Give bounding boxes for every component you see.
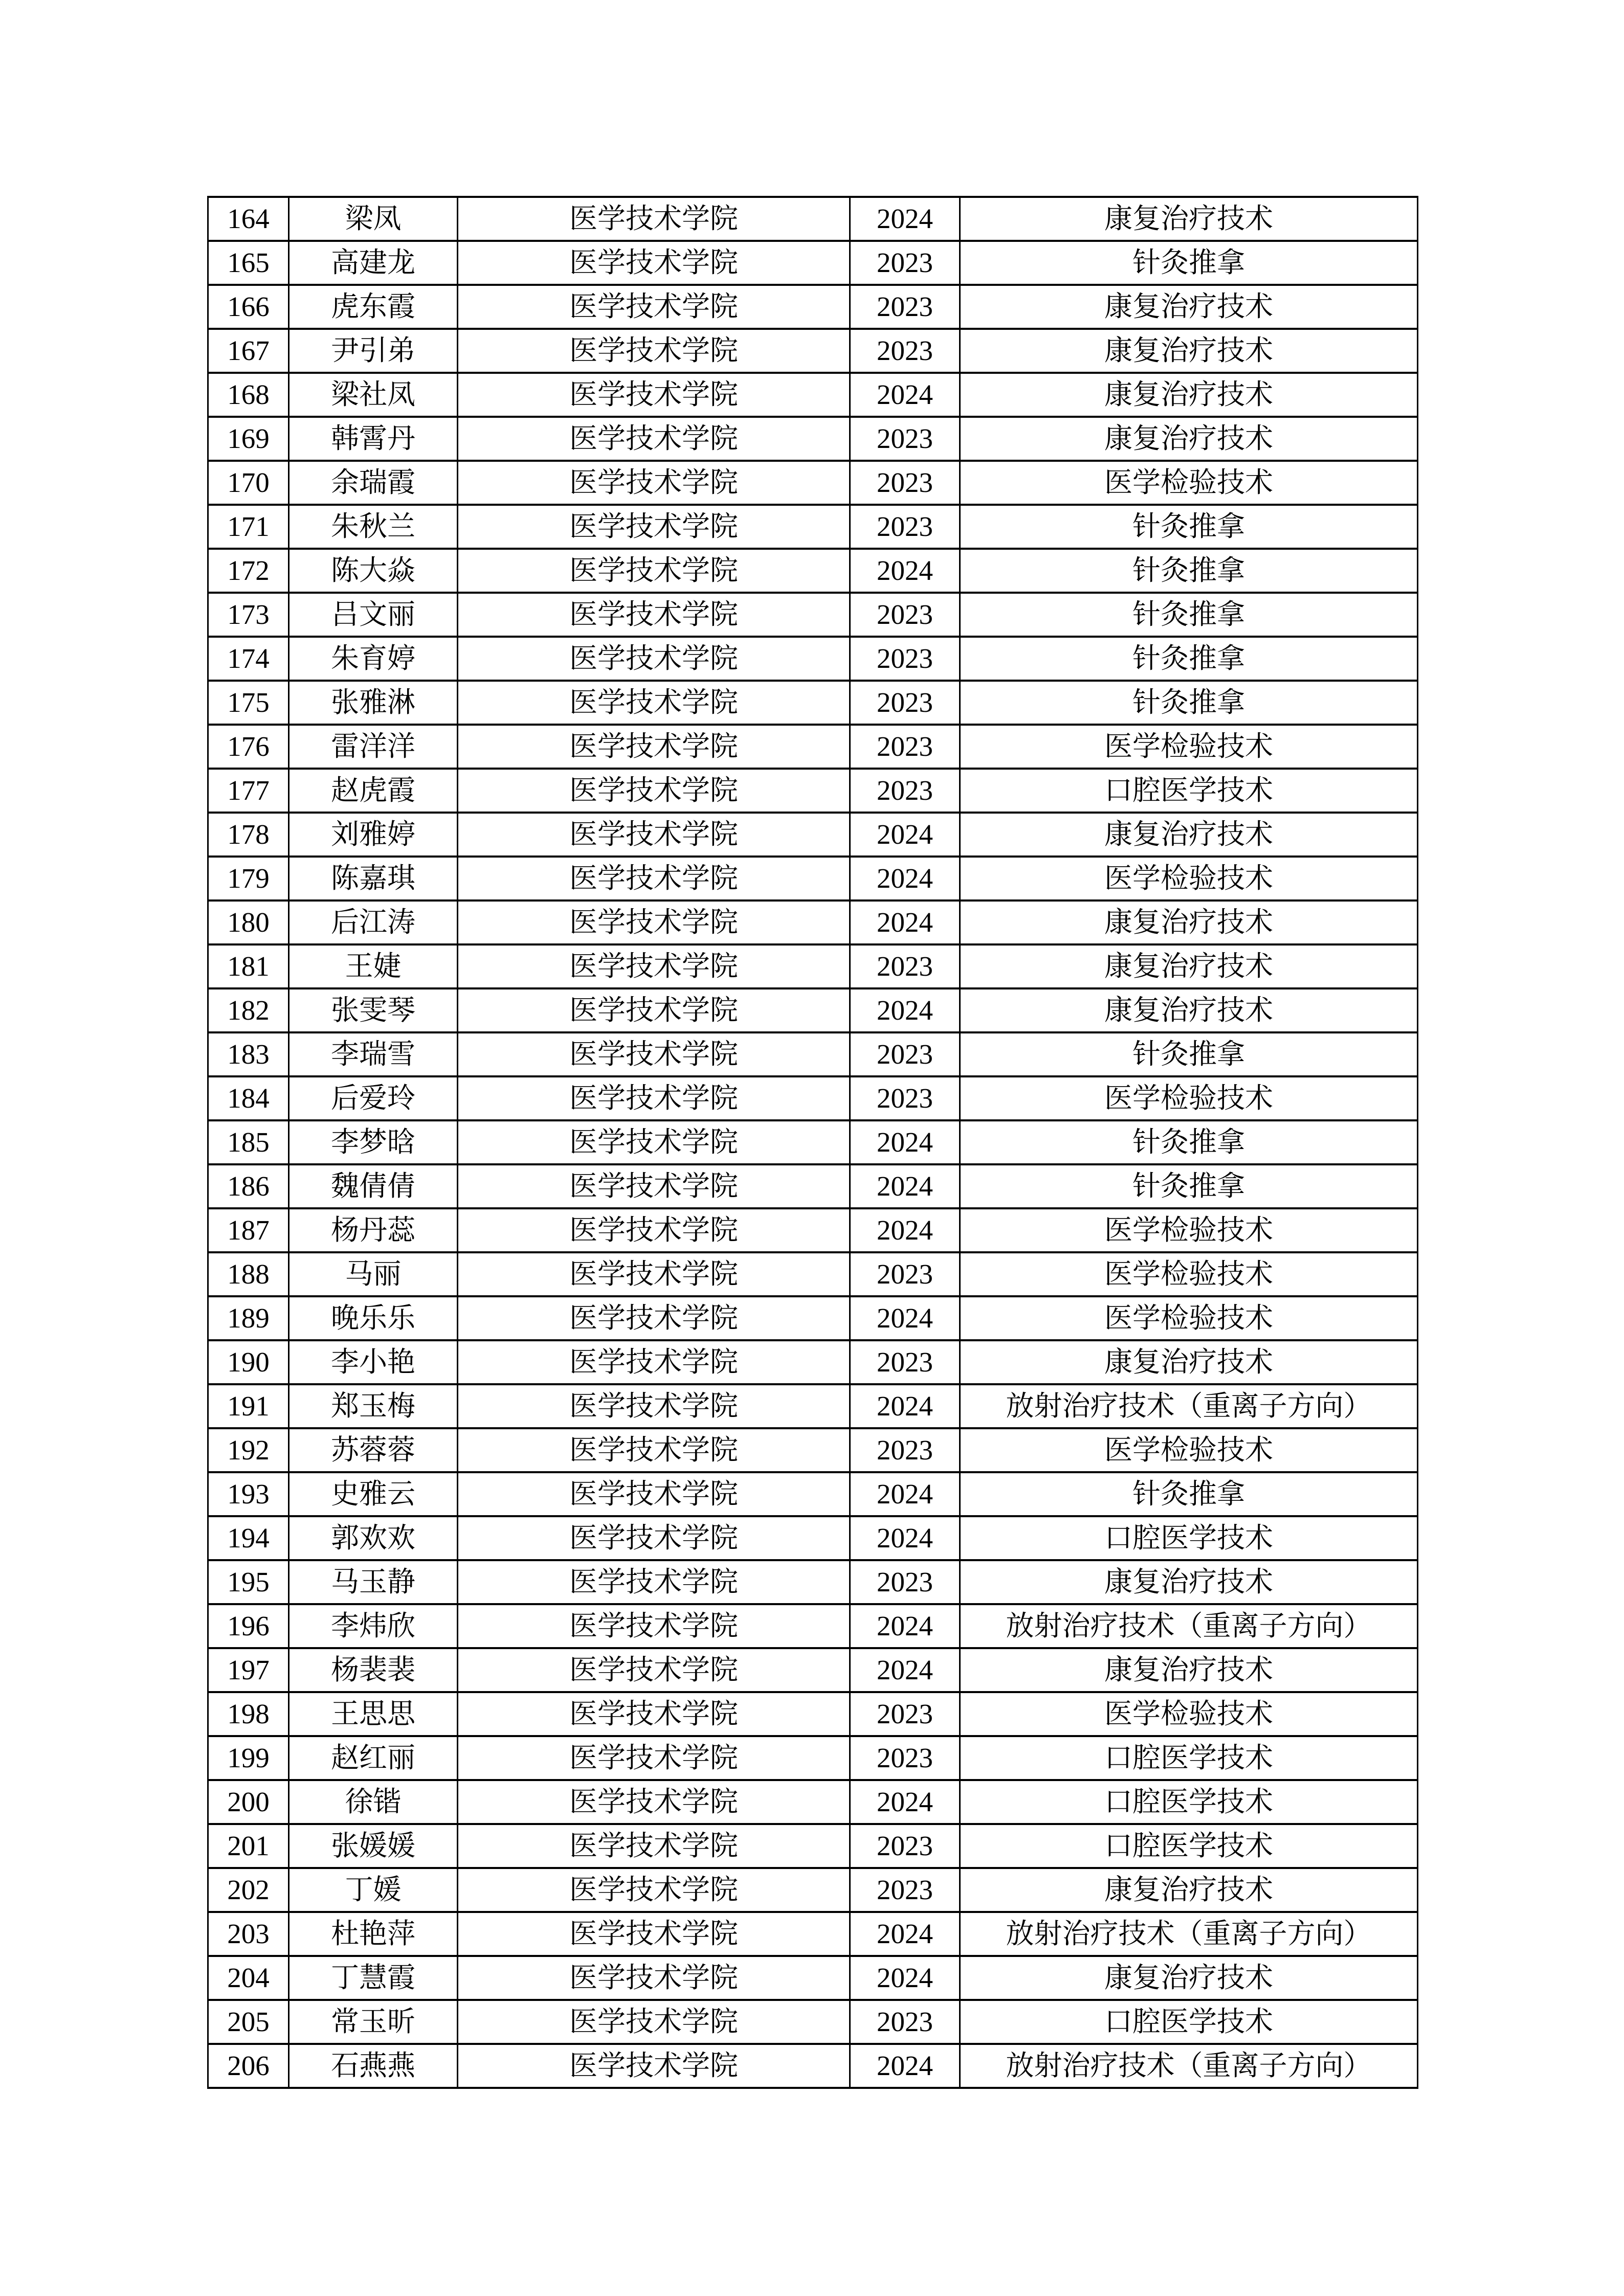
cell-admission-year: 2024 (850, 1516, 960, 1560)
cell-college: 医学技术学院 (458, 1208, 850, 1252)
cell-admission-year: 2024 (850, 1780, 960, 1824)
cell-admission-year: 2024 (850, 1604, 960, 1648)
cell-sequence-number: 175 (208, 681, 289, 725)
cell-student-name: 郑玉梅 (289, 1384, 458, 1428)
cell-college: 医学技术学院 (458, 1516, 850, 1560)
cell-major: 针灸推拿 (960, 549, 1418, 593)
cell-sequence-number: 191 (208, 1384, 289, 1428)
table-row (208, 285, 1418, 329)
table-row (208, 1516, 1418, 1560)
table-row (208, 1164, 1418, 1208)
cell-student-name: 晚乐乐 (289, 1296, 458, 1340)
cell-sequence-number: 190 (208, 1340, 289, 1384)
cell-major: 针灸推拿 (960, 1032, 1418, 1076)
cell-admission-year: 2024 (850, 813, 960, 857)
cell-sequence-number: 171 (208, 505, 289, 549)
cell-student-name: 雷洋洋 (289, 725, 458, 769)
cell-sequence-number: 200 (208, 1780, 289, 1824)
cell-college: 医学技术学院 (458, 1824, 850, 1868)
cell-admission-year: 2023 (850, 1560, 960, 1604)
table-row (208, 769, 1418, 813)
table-row (208, 197, 1418, 241)
table-row (208, 1824, 1418, 1868)
cell-admission-year: 2024 (850, 1120, 960, 1164)
cell-major: 医学检验技术 (960, 1692, 1418, 1736)
cell-student-name: 马玉静 (289, 1560, 458, 1604)
cell-major: 医学检验技术 (960, 1208, 1418, 1252)
cell-college: 医学技术学院 (458, 1340, 850, 1384)
cell-admission-year: 2023 (850, 637, 960, 681)
cell-sequence-number: 204 (208, 1956, 289, 2000)
cell-sequence-number: 206 (208, 2044, 289, 2088)
cell-sequence-number: 194 (208, 1516, 289, 1560)
cell-admission-year: 2023 (850, 505, 960, 549)
cell-sequence-number: 195 (208, 1560, 289, 1604)
cell-major: 医学检验技术 (960, 1076, 1418, 1120)
cell-sequence-number: 199 (208, 1736, 289, 1780)
cell-sequence-number: 203 (208, 1912, 289, 1956)
cell-student-name: 丁媛 (289, 1868, 458, 1912)
cell-student-name: 尹引弟 (289, 329, 458, 373)
cell-admission-year: 2024 (850, 549, 960, 593)
cell-admission-year: 2023 (850, 329, 960, 373)
table-row (208, 1560, 1418, 1604)
table-row (208, 1032, 1418, 1076)
cell-admission-year: 2023 (850, 1736, 960, 1780)
cell-sequence-number: 193 (208, 1472, 289, 1516)
table-row (208, 1912, 1418, 1956)
cell-sequence-number: 172 (208, 549, 289, 593)
table-row (208, 373, 1418, 417)
cell-college: 医学技术学院 (458, 461, 850, 505)
table-row (208, 637, 1418, 681)
cell-sequence-number: 168 (208, 373, 289, 417)
table-row (208, 1208, 1418, 1252)
cell-student-name: 杨裴裴 (289, 1648, 458, 1692)
cell-admission-year: 2023 (850, 1076, 960, 1120)
cell-sequence-number: 196 (208, 1604, 289, 1648)
cell-college: 医学技术学院 (458, 988, 850, 1032)
cell-admission-year: 2023 (850, 1252, 960, 1296)
cell-sequence-number: 181 (208, 944, 289, 988)
cell-admission-year: 2023 (850, 593, 960, 637)
cell-major: 口腔医学技术 (960, 1516, 1418, 1560)
cell-major: 康复治疗技术 (960, 1868, 1418, 1912)
cell-sequence-number: 169 (208, 417, 289, 461)
cell-admission-year: 2023 (850, 725, 960, 769)
cell-major: 康复治疗技术 (960, 197, 1418, 241)
cell-sequence-number: 177 (208, 769, 289, 813)
cell-sequence-number: 184 (208, 1076, 289, 1120)
cell-major: 康复治疗技术 (960, 373, 1418, 417)
cell-admission-year: 2024 (850, 1648, 960, 1692)
cell-major: 放射治疗技术（重离子方向） (960, 1384, 1418, 1428)
cell-sequence-number: 182 (208, 988, 289, 1032)
cell-college: 医学技术学院 (458, 1076, 850, 1120)
cell-admission-year: 2023 (850, 1340, 960, 1384)
cell-major: 康复治疗技术 (960, 1956, 1418, 2000)
table-row (208, 1340, 1418, 1384)
cell-college: 医学技术学院 (458, 1648, 850, 1692)
cell-major: 口腔医学技术 (960, 2000, 1418, 2044)
cell-student-name: 张雯琴 (289, 988, 458, 1032)
table-row (208, 1868, 1418, 1912)
cell-student-name: 杨丹蕊 (289, 1208, 458, 1252)
cell-major: 康复治疗技术 (960, 901, 1418, 944)
table-row (208, 1780, 1418, 1824)
cell-sequence-number: 202 (208, 1868, 289, 1912)
cell-college: 医学技术学院 (458, 1120, 850, 1164)
cell-admission-year: 2023 (850, 461, 960, 505)
cell-college: 医学技术学院 (458, 637, 850, 681)
cell-student-name: 朱秋兰 (289, 505, 458, 549)
table-row (208, 593, 1418, 637)
cell-college: 医学技术学院 (458, 2000, 850, 2044)
cell-major: 康复治疗技术 (960, 813, 1418, 857)
cell-student-name: 李炜欣 (289, 1604, 458, 1648)
cell-college: 医学技术学院 (458, 2044, 850, 2088)
cell-admission-year: 2023 (850, 1868, 960, 1912)
cell-admission-year: 2023 (850, 1032, 960, 1076)
cell-sequence-number: 165 (208, 241, 289, 285)
cell-student-name: 常玉昕 (289, 2000, 458, 2044)
cell-sequence-number: 173 (208, 593, 289, 637)
cell-admission-year: 2023 (850, 1428, 960, 1472)
cell-major: 医学检验技术 (960, 1252, 1418, 1296)
cell-major: 康复治疗技术 (960, 944, 1418, 988)
cell-college: 医学技术学院 (458, 373, 850, 417)
cell-sequence-number: 187 (208, 1208, 289, 1252)
cell-major: 医学检验技术 (960, 1296, 1418, 1340)
table-row (208, 1252, 1418, 1296)
cell-sequence-number: 167 (208, 329, 289, 373)
cell-student-name: 李梦晗 (289, 1120, 458, 1164)
cell-student-name: 陈大焱 (289, 549, 458, 593)
cell-major: 针灸推拿 (960, 505, 1418, 549)
cell-student-name: 梁凤 (289, 197, 458, 241)
cell-sequence-number: 186 (208, 1164, 289, 1208)
table-row (208, 549, 1418, 593)
cell-student-name: 梁社凤 (289, 373, 458, 417)
cell-major: 口腔医学技术 (960, 1736, 1418, 1780)
cell-admission-year: 2024 (850, 373, 960, 417)
table-row (208, 857, 1418, 901)
cell-major: 医学检验技术 (960, 857, 1418, 901)
cell-college: 医学技术学院 (458, 1912, 850, 1956)
cell-sequence-number: 192 (208, 1428, 289, 1472)
cell-major: 医学检验技术 (960, 461, 1418, 505)
cell-student-name: 杜艳萍 (289, 1912, 458, 1956)
cell-admission-year: 2024 (850, 1164, 960, 1208)
table-row (208, 1692, 1418, 1736)
cell-college: 医学技术学院 (458, 857, 850, 901)
table-row (208, 1296, 1418, 1340)
cell-major: 康复治疗技术 (960, 417, 1418, 461)
cell-student-name: 王婕 (289, 944, 458, 988)
cell-admission-year: 2023 (850, 241, 960, 285)
cell-admission-year: 2023 (850, 769, 960, 813)
cell-major: 针灸推拿 (960, 637, 1418, 681)
table-row (208, 461, 1418, 505)
cell-college: 医学技术学院 (458, 1604, 850, 1648)
cell-student-name: 马丽 (289, 1252, 458, 1296)
cell-college: 医学技术学院 (458, 1692, 850, 1736)
cell-major: 康复治疗技术 (960, 988, 1418, 1032)
table-row (208, 1120, 1418, 1164)
cell-college: 医学技术学院 (458, 1296, 850, 1340)
cell-student-name: 苏蓉蓉 (289, 1428, 458, 1472)
cell-college: 医学技术学院 (458, 1164, 850, 1208)
table-row (208, 1956, 1418, 2000)
cell-major: 放射治疗技术（重离子方向） (960, 1912, 1418, 1956)
table-row (208, 1648, 1418, 1692)
cell-student-name: 赵红丽 (289, 1736, 458, 1780)
cell-admission-year: 2024 (850, 901, 960, 944)
cell-major: 口腔医学技术 (960, 1824, 1418, 1868)
cell-admission-year: 2024 (850, 1472, 960, 1516)
cell-major: 针灸推拿 (960, 1120, 1418, 1164)
table-row (208, 1428, 1418, 1472)
cell-admission-year: 2023 (850, 285, 960, 329)
cell-major: 口腔医学技术 (960, 769, 1418, 813)
table-row (208, 725, 1418, 769)
cell-college: 医学技术学院 (458, 1780, 850, 1824)
cell-student-name: 刘雅婷 (289, 813, 458, 857)
cell-sequence-number: 197 (208, 1648, 289, 1692)
cell-college: 医学技术学院 (458, 681, 850, 725)
cell-admission-year: 2024 (850, 2044, 960, 2088)
cell-student-name: 李瑞雪 (289, 1032, 458, 1076)
cell-sequence-number: 178 (208, 813, 289, 857)
table-row (208, 2000, 1418, 2044)
cell-student-name: 丁慧霞 (289, 1956, 458, 2000)
cell-student-name: 后爱玲 (289, 1076, 458, 1120)
cell-major: 口腔医学技术 (960, 1780, 1418, 1824)
cell-student-name: 石燕燕 (289, 2044, 458, 2088)
cell-college: 医学技术学院 (458, 1736, 850, 1780)
cell-admission-year: 2024 (850, 857, 960, 901)
student-roster-body (208, 197, 1418, 2088)
cell-major: 针灸推拿 (960, 593, 1418, 637)
cell-major: 放射治疗技术（重离子方向） (960, 1604, 1418, 1648)
cell-sequence-number: 170 (208, 461, 289, 505)
cell-admission-year: 2024 (850, 1208, 960, 1252)
cell-sequence-number: 179 (208, 857, 289, 901)
cell-college: 医学技术学院 (458, 813, 850, 857)
table-row (208, 417, 1418, 461)
table-row (208, 2044, 1418, 2088)
cell-sequence-number: 189 (208, 1296, 289, 1340)
cell-student-name: 高建龙 (289, 241, 458, 285)
cell-admission-year: 2023 (850, 681, 960, 725)
cell-major: 针灸推拿 (960, 1472, 1418, 1516)
cell-major: 放射治疗技术（重离子方向） (960, 2044, 1418, 2088)
cell-student-name: 陈嘉琪 (289, 857, 458, 901)
table-row (208, 813, 1418, 857)
cell-admission-year: 2024 (850, 1956, 960, 2000)
cell-college: 医学技术学院 (458, 944, 850, 988)
cell-college: 医学技术学院 (458, 1956, 850, 2000)
cell-admission-year: 2024 (850, 1296, 960, 1340)
cell-college: 医学技术学院 (458, 725, 850, 769)
cell-college: 医学技术学院 (458, 1428, 850, 1472)
table-row (208, 329, 1418, 373)
cell-student-name: 徐锴 (289, 1780, 458, 1824)
student-roster-table (207, 196, 1418, 2089)
cell-major: 康复治疗技术 (960, 1560, 1418, 1604)
cell-college: 医学技术学院 (458, 241, 850, 285)
cell-sequence-number: 164 (208, 197, 289, 241)
cell-admission-year: 2023 (850, 1824, 960, 1868)
cell-college: 医学技术学院 (458, 1032, 850, 1076)
cell-student-name: 魏倩倩 (289, 1164, 458, 1208)
table-row (208, 1384, 1418, 1428)
cell-major: 医学检验技术 (960, 725, 1418, 769)
table-row (208, 988, 1418, 1032)
cell-college: 医学技术学院 (458, 769, 850, 813)
cell-college: 医学技术学院 (458, 197, 850, 241)
cell-student-name: 郭欢欢 (289, 1516, 458, 1560)
cell-admission-year: 2024 (850, 1384, 960, 1428)
cell-college: 医学技术学院 (458, 1472, 850, 1516)
cell-sequence-number: 180 (208, 901, 289, 944)
cell-student-name: 史雅云 (289, 1472, 458, 1516)
cell-student-name: 王思思 (289, 1692, 458, 1736)
cell-student-name: 张媛媛 (289, 1824, 458, 1868)
table-row (208, 944, 1418, 988)
cell-student-name: 余瑞霞 (289, 461, 458, 505)
cell-major: 康复治疗技术 (960, 329, 1418, 373)
cell-major: 康复治疗技术 (960, 1648, 1418, 1692)
table-row (208, 1736, 1418, 1780)
cell-student-name: 李小艳 (289, 1340, 458, 1384)
cell-admission-year: 2024 (850, 1912, 960, 1956)
cell-college: 医学技术学院 (458, 505, 850, 549)
cell-sequence-number: 176 (208, 725, 289, 769)
cell-college: 医学技术学院 (458, 1868, 850, 1912)
cell-student-name: 后江涛 (289, 901, 458, 944)
cell-major: 针灸推拿 (960, 681, 1418, 725)
table-row (208, 1472, 1418, 1516)
cell-admission-year: 2023 (850, 417, 960, 461)
cell-college: 医学技术学院 (458, 329, 850, 373)
cell-sequence-number: 185 (208, 1120, 289, 1164)
cell-college: 医学技术学院 (458, 549, 850, 593)
table-row (208, 1076, 1418, 1120)
table-row (208, 681, 1418, 725)
cell-major: 针灸推拿 (960, 241, 1418, 285)
table-row (208, 901, 1418, 944)
table-row (208, 505, 1418, 549)
cell-admission-year: 2023 (850, 944, 960, 988)
cell-sequence-number: 201 (208, 1824, 289, 1868)
cell-admission-year: 2024 (850, 988, 960, 1032)
cell-college: 医学技术学院 (458, 417, 850, 461)
table-row (208, 241, 1418, 285)
cell-student-name: 张雅淋 (289, 681, 458, 725)
cell-college: 医学技术学院 (458, 1384, 850, 1428)
cell-major: 康复治疗技术 (960, 1340, 1418, 1384)
cell-college: 医学技术学院 (458, 285, 850, 329)
cell-admission-year: 2024 (850, 197, 960, 241)
cell-college: 医学技术学院 (458, 1560, 850, 1604)
cell-major: 医学检验技术 (960, 1428, 1418, 1472)
cell-major: 针灸推拿 (960, 1164, 1418, 1208)
cell-sequence-number: 198 (208, 1692, 289, 1736)
table-row (208, 1604, 1418, 1648)
cell-admission-year: 2023 (850, 2000, 960, 2044)
cell-admission-year: 2023 (850, 1692, 960, 1736)
cell-sequence-number: 174 (208, 637, 289, 681)
cell-student-name: 朱育婷 (289, 637, 458, 681)
cell-sequence-number: 183 (208, 1032, 289, 1076)
cell-student-name: 韩霄丹 (289, 417, 458, 461)
cell-student-name: 虎东霞 (289, 285, 458, 329)
cell-college: 医学技术学院 (458, 593, 850, 637)
cell-college: 医学技术学院 (458, 1252, 850, 1296)
cell-major: 康复治疗技术 (960, 285, 1418, 329)
cell-sequence-number: 188 (208, 1252, 289, 1296)
cell-student-name: 赵虎霞 (289, 769, 458, 813)
cell-sequence-number: 166 (208, 285, 289, 329)
cell-sequence-number: 205 (208, 2000, 289, 2044)
cell-college: 医学技术学院 (458, 901, 850, 944)
cell-student-name: 吕文丽 (289, 593, 458, 637)
